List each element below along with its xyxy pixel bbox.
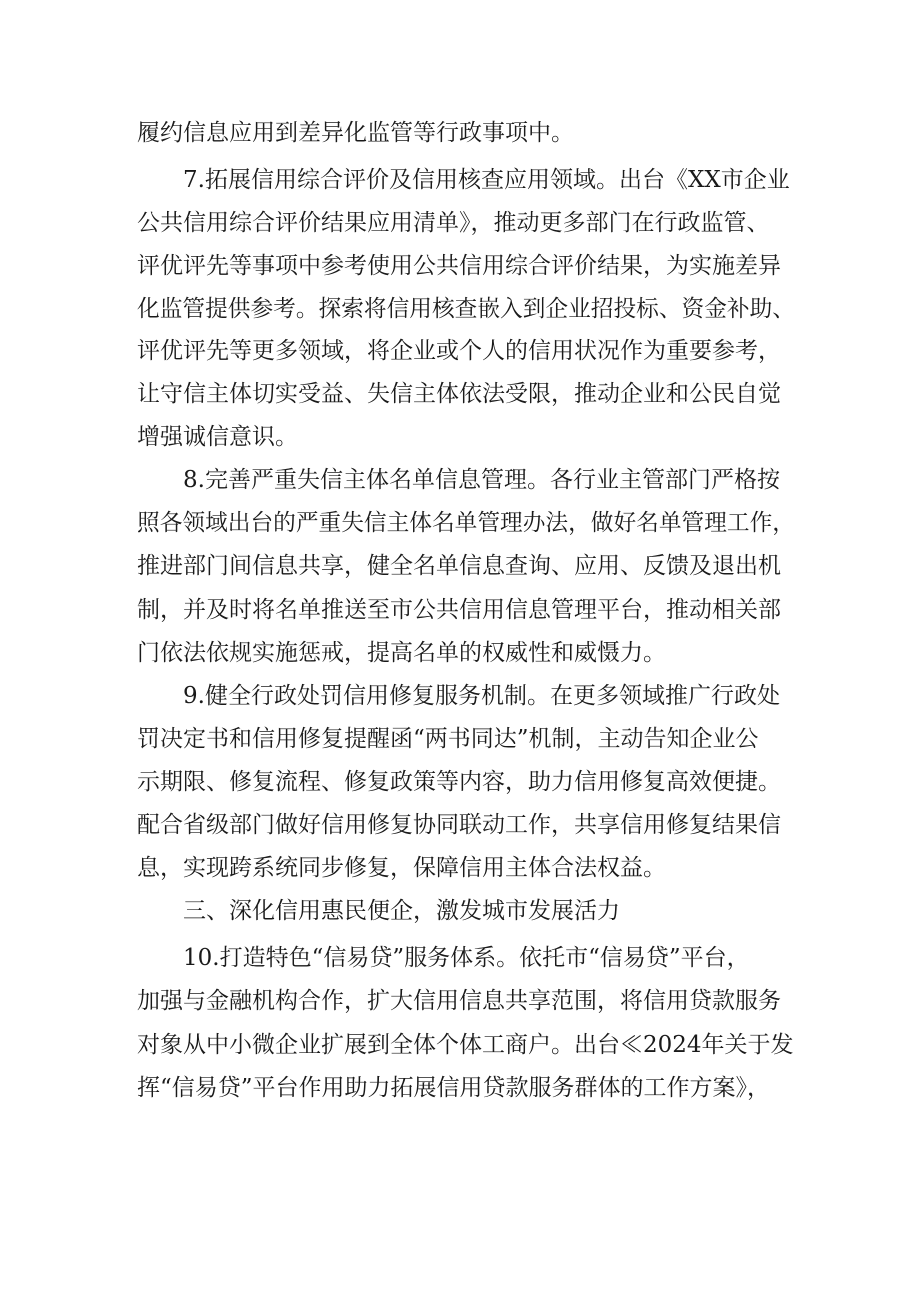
line-text: 息，实现跨系统同步修复，保障信用主体合法权益。: [137, 855, 666, 881]
text-line: [0, 331, 920, 371]
text-line: [0, 503, 920, 543]
text-line: [0, 289, 920, 329]
line-text: 门依法依规实施惩戒，提高名单的权威性和威慑力。: [137, 640, 666, 666]
text-line: [0, 546, 920, 586]
text-line: [0, 246, 920, 286]
line-text: 让守信主体切实受益、失信主体依法受限，推动企业和公民自觉: [137, 381, 781, 407]
line-text: 8.完善严重失信主体名单信息管理。各行业主管部门严格按: [183, 467, 780, 493]
text-line: [0, 633, 920, 673]
text-line: [0, 805, 920, 845]
text-line: [0, 1025, 920, 1065]
text-line: [0, 762, 920, 802]
line-text: 配合省级部门做好信用修复协同联动工作，共享信用修复结果信: [137, 812, 781, 838]
line-text: 评优评先等更多领域，将企业或个人的信用状况作为重要参考，: [137, 338, 781, 364]
text-line: [0, 160, 920, 200]
text-line: [0, 719, 920, 759]
line-text: 履约信息应用到差异化监管等行政事项中。: [137, 120, 574, 146]
line-text: 9.健全行政处罚信用修复服务机制。在更多领域推广行政处: [183, 683, 780, 709]
text-line: [0, 417, 920, 457]
line-text: 评优评先等事项中参考使用公共信用综合评价结果，为实施差异: [137, 253, 781, 279]
line-text: 照各领域出台的严重失信主体名单管理办法，做好名单管理工作，: [137, 510, 795, 536]
text-line: [0, 590, 920, 630]
text-line: [0, 981, 920, 1021]
text-line: [0, 676, 920, 716]
line-text: 加强与金融机构合作，扩大信用信息共享范围，将信用贷款服务: [137, 988, 781, 1014]
line-text: 10.打造特色“信易贷”服务体系。依托市“信易贷”平台，: [183, 945, 750, 971]
section-heading-text: 三、深化信用惠民便企，激发城市发展活力: [183, 898, 620, 924]
line-text: 推进部门间信息共享，健全名单信息查询、应用、反馈及退出机: [137, 553, 781, 579]
line-text: 挥“信易贷”平台作用助力拓展信用贷款服务群体的工作方案》，: [137, 1075, 771, 1101]
line-text: 示期限、修复流程、修复政策等内容，助力信用修复高效便捷。: [137, 769, 781, 795]
line-text: 对象从中小微企业扩展到全体个体工商户。出台≪2024年关于发: [137, 1032, 794, 1058]
line-text: 7.拓展信用综合评价及信用核查应用领域。出台《XX市企业: [183, 167, 790, 193]
line-text: 化监管提供参考。探索将信用核查嵌入到企业招投标、资金补助、: [137, 296, 795, 322]
text-line: [0, 460, 920, 500]
line-text: 制，并及时将名单推送至市公共信用信息管理平台，推动相关部: [137, 597, 781, 623]
line-text: 公共信用综合评价结果应用清单》，推动更多部门在行政监管、: [137, 210, 770, 236]
text-line: [0, 1068, 920, 1108]
text-line: [0, 374, 920, 414]
text-line: [0, 203, 920, 243]
text-line: [0, 113, 920, 153]
line-text: 罚决定书和信用修复提醒函“两书同达”机制，主动告知企业公: [137, 726, 759, 752]
text-line: [0, 848, 920, 888]
line-text: 增强诚信意识。: [137, 424, 298, 450]
section-heading: [0, 891, 920, 931]
text-line: [0, 938, 920, 978]
